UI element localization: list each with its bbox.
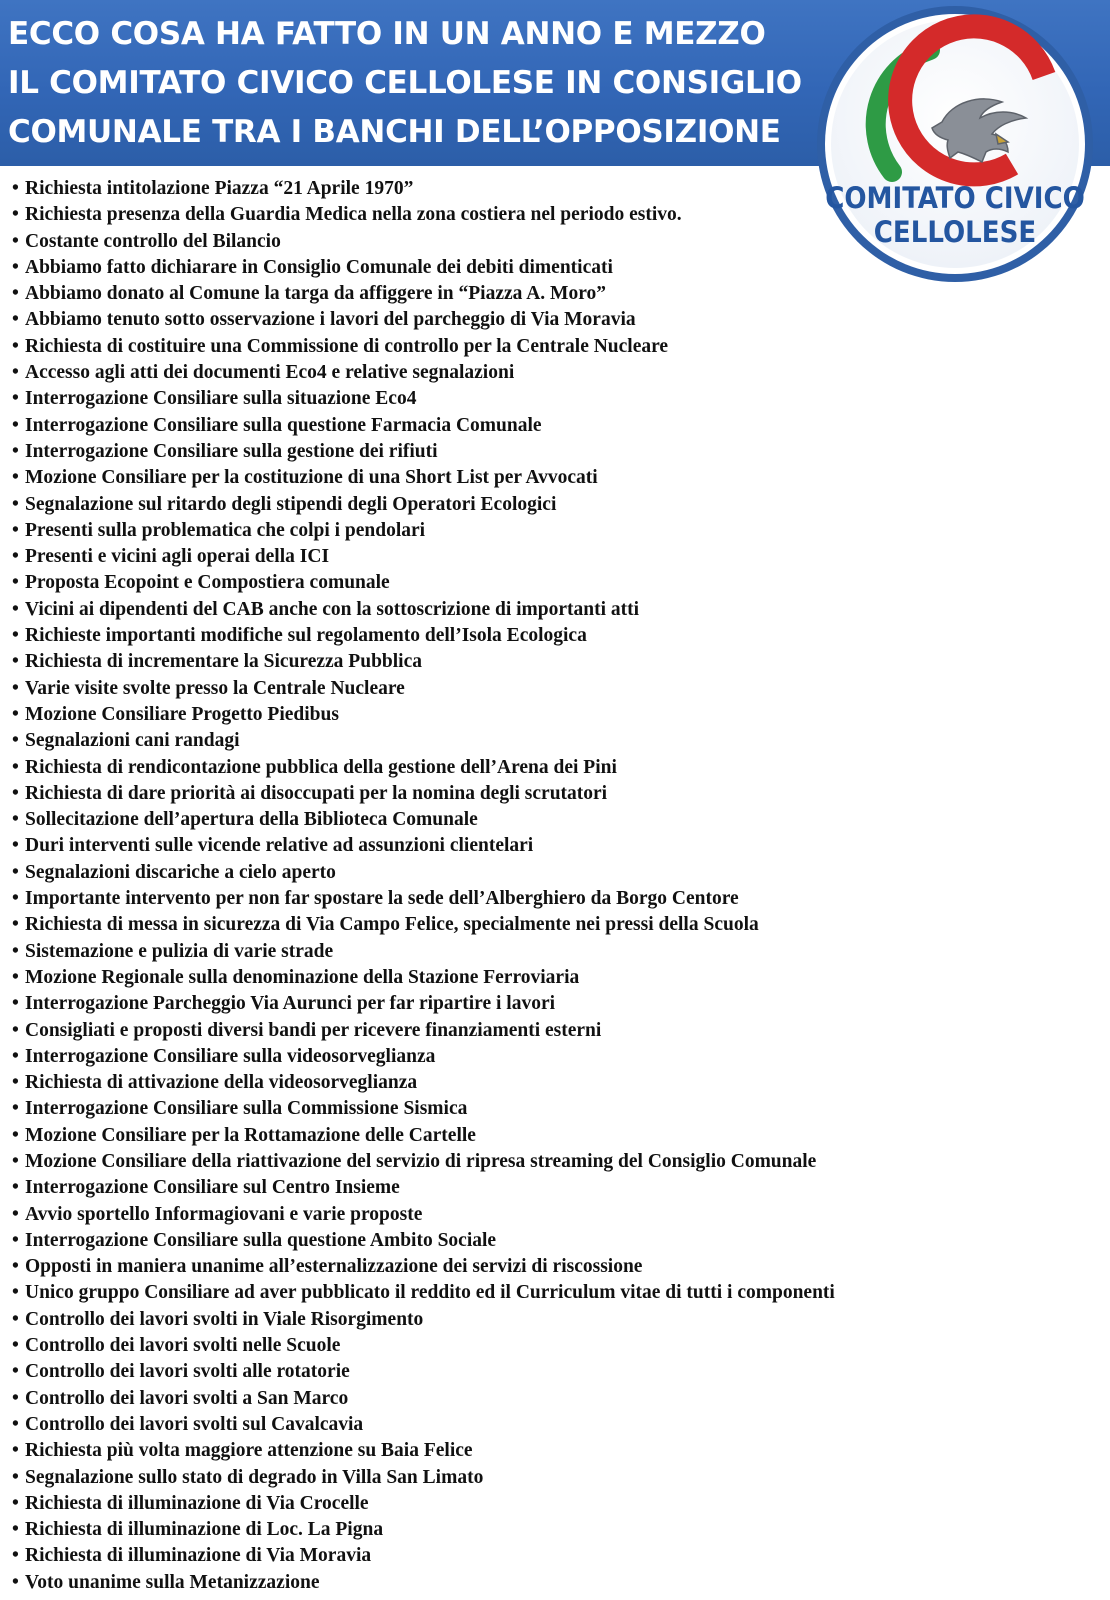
list-item-text: Interrogazione Consiliare sulla situazione Eco4 bbox=[25, 388, 417, 410]
list-item bbox=[12, 728, 835, 754]
list-item-text: Segnalazioni cani randagi bbox=[25, 730, 240, 752]
list-item bbox=[12, 570, 835, 596]
list-item-text: Segnalazione sullo stato di degrado in Villa San Limato bbox=[25, 1466, 484, 1488]
list-item bbox=[12, 1307, 835, 1333]
list-item-text: Richieste importanti modifiche sul regolamento dell’Isola Ecologica bbox=[25, 625, 587, 647]
list-item bbox=[12, 544, 835, 570]
list-item bbox=[12, 1359, 835, 1385]
list-item bbox=[12, 334, 835, 360]
bullet-icon: • bbox=[12, 335, 19, 357]
bullet-icon: • bbox=[12, 309, 19, 331]
bullet-icon: • bbox=[12, 1124, 19, 1146]
bullet-icon: • bbox=[12, 519, 19, 541]
list-item-text: Richiesta di incrementare la Sicurezza Pubblica bbox=[25, 651, 422, 673]
list-item bbox=[12, 1070, 835, 1096]
bullet-icon: • bbox=[12, 809, 19, 831]
logo-text-line-2: CELLOLESE bbox=[873, 215, 1037, 249]
list-item-text: Controllo dei lavori svolti a San Marco bbox=[25, 1387, 349, 1409]
bullet-icon: • bbox=[12, 1098, 19, 1120]
list-item-text: Richiesta di costituire una Commissione di controllo per la Centrale Nucleare bbox=[25, 335, 669, 357]
bullet-icon: • bbox=[12, 1545, 19, 1567]
list-item bbox=[12, 1149, 835, 1175]
list-item bbox=[12, 1465, 835, 1491]
list-item-text: Interrogazione Parcheggio Via Aurunci per far ripartire i lavori bbox=[25, 993, 556, 1015]
list-item-text: Richiesta più volta maggiore attenzione su Baia Felice bbox=[25, 1440, 473, 1462]
list-item bbox=[12, 202, 835, 228]
bullet-icon: • bbox=[12, 756, 19, 778]
list-item-text: Interrogazione Consiliare sulla questione Farmacia Comunale bbox=[25, 414, 542, 436]
list-item-text: Controllo dei lavori svolti in Viale Risorgimento bbox=[25, 1308, 424, 1330]
title-line-2: IL COMITATO CIVICO CELLOLESE IN CONSIGLIO bbox=[8, 65, 802, 101]
list-item bbox=[12, 492, 835, 518]
bullet-icon: • bbox=[12, 493, 19, 515]
bullet-icon: • bbox=[12, 1256, 19, 1278]
achievements-list bbox=[12, 176, 835, 1596]
bullet-icon: • bbox=[12, 1019, 19, 1041]
list-item-text: Presenti e vicini agli operai della ICI bbox=[25, 546, 330, 568]
list-item bbox=[12, 1018, 835, 1044]
bullet-icon: • bbox=[12, 1177, 19, 1199]
list-item-text: Consigliati e proposti diversi bandi per ricevere finanziamenti esterni bbox=[25, 1019, 602, 1041]
list-item-text: Richiesta di rendicontazione pubblica della gestione dell’Arena dei Pini bbox=[25, 756, 617, 778]
list-item-text: Sollecitazione dell’apertura della Biblioteca Comunale bbox=[25, 809, 478, 831]
list-item-text: Interrogazione Consiliare sulla videosorveglianza bbox=[25, 1045, 436, 1067]
list-item-text: Richiesta intitolazione Piazza “21 Aprile 1970” bbox=[25, 178, 414, 199]
list-item bbox=[12, 176, 835, 202]
bullet-icon: • bbox=[12, 256, 19, 278]
list-item-text: Richiesta di attivazione della videosorveglianza bbox=[25, 1072, 418, 1094]
list-item bbox=[12, 518, 835, 544]
list-item bbox=[12, 1254, 835, 1280]
list-item bbox=[12, 360, 835, 386]
logo-text-line-1: COMITATO CIVICO bbox=[825, 181, 1085, 215]
title-line-1: ECCO COSA HA FATTO IN UN ANNO E MEZZO bbox=[8, 16, 766, 52]
bullet-icon: • bbox=[12, 782, 19, 804]
bullet-icon: • bbox=[12, 178, 19, 199]
comitato-civico-logo bbox=[812, 2, 1100, 290]
list-item-text: Controllo dei lavori svolti alle rotatorie bbox=[25, 1361, 350, 1383]
list-item bbox=[12, 807, 835, 833]
list-item-text: Segnalazione sul ritardo degli stipendi degli Operatori Ecologici bbox=[25, 493, 557, 515]
list-item bbox=[12, 255, 835, 281]
bullet-icon: • bbox=[12, 1492, 19, 1514]
bullet-icon: • bbox=[12, 651, 19, 673]
list-item bbox=[12, 281, 835, 307]
list-item-text: Controllo dei lavori svolti sul Cavalcavia bbox=[25, 1413, 364, 1435]
list-item-text: Richiesta di illuminazione di Loc. La Pigna bbox=[25, 1519, 384, 1541]
list-item-text: Vicini ai dipendenti del CAB anche con la sottoscrizione di importanti atti bbox=[25, 598, 640, 620]
bullet-icon: • bbox=[12, 1150, 19, 1172]
list-item bbox=[12, 1517, 835, 1543]
list-item-text: Costante controllo del Bilancio bbox=[25, 230, 281, 252]
bullet-icon: • bbox=[12, 1387, 19, 1409]
list-item-text: Richiesta presenza della Guardia Medica nella zona costiera nel periodo estivo. bbox=[25, 204, 682, 226]
list-item-text: Sistemazione e pulizia di varie strade bbox=[25, 940, 334, 962]
bullet-icon: • bbox=[12, 1519, 19, 1541]
list-item bbox=[12, 833, 835, 859]
bullet-icon: • bbox=[12, 1440, 19, 1462]
list-item-text: Richiesta di dare priorità ai disoccupati per la nomina degli scrutatori bbox=[25, 782, 608, 804]
list-item bbox=[12, 413, 835, 439]
list-item-text: Abbiamo fatto dichiarare in Consiglio Comunale dei debiti dimenticati bbox=[25, 256, 613, 278]
list-item-text: Duri interventi sulle vicende relative ad assunzioni clientelari bbox=[25, 835, 534, 857]
list-item bbox=[12, 1228, 835, 1254]
bullet-icon: • bbox=[12, 1571, 19, 1593]
bullet-icon: • bbox=[12, 1335, 19, 1357]
list-item-text: Mozione Consiliare della riattivazione del servizio di ripresa streaming del Consiglio Comunale bbox=[25, 1150, 817, 1172]
bullet-icon: • bbox=[12, 204, 19, 226]
list-item bbox=[12, 939, 835, 965]
title-line-3: COMUNALE TRA I BANCHI DELL’OPPOSIZIONE bbox=[8, 114, 781, 150]
bullet-icon: • bbox=[12, 440, 19, 462]
list-item bbox=[12, 1543, 835, 1569]
bullet-icon: • bbox=[12, 888, 19, 910]
list-item bbox=[12, 1280, 835, 1306]
list-item-text: Interrogazione Consiliare sulla gestione dei rifiuti bbox=[25, 440, 438, 462]
list-item bbox=[12, 1175, 835, 1201]
bullet-icon: • bbox=[12, 625, 19, 647]
bullet-icon: • bbox=[12, 1466, 19, 1488]
list-item-text: Accesso agli atti dei documenti Eco4 e relative segnalazioni bbox=[25, 362, 515, 384]
bullet-icon: • bbox=[12, 677, 19, 699]
list-item bbox=[12, 1491, 835, 1517]
list-item bbox=[12, 439, 835, 465]
list-item bbox=[12, 1096, 835, 1122]
bullet-icon: • bbox=[12, 914, 19, 936]
list-item-text: Avvio sportello Informagiovani e varie proposte bbox=[25, 1203, 423, 1225]
bullet-icon: • bbox=[12, 598, 19, 620]
list-item bbox=[12, 1333, 835, 1359]
list-item-text: Presenti sulla problematica che colpi i pendolari bbox=[25, 519, 426, 541]
list-item-text: Interrogazione Consiliare sul Centro Insieme bbox=[25, 1177, 400, 1199]
bullet-icon: • bbox=[12, 1072, 19, 1094]
page-title bbox=[8, 10, 808, 157]
list-item bbox=[12, 912, 835, 938]
bullet-icon: • bbox=[12, 993, 19, 1015]
bullet-icon: • bbox=[12, 572, 19, 594]
list-item-text: Mozione Consiliare per la Rottamazione delle Cartelle bbox=[25, 1124, 476, 1146]
list-item bbox=[12, 676, 835, 702]
list-item bbox=[12, 702, 835, 728]
list-item-text: Unico gruppo Consiliare ad aver pubblicato il reddito ed il Curriculum vitae di tutti i componenti bbox=[25, 1282, 835, 1304]
list-item-text: Importante intervento per non far spostare la sede dell’Alberghiero da Borgo Centore bbox=[25, 888, 739, 910]
list-item-text: Interrogazione Consiliare sulla Commissione Sismica bbox=[25, 1098, 468, 1120]
bullet-icon: • bbox=[12, 1229, 19, 1251]
list-item bbox=[12, 886, 835, 912]
bullet-icon: • bbox=[12, 230, 19, 252]
bullet-icon: • bbox=[12, 1361, 19, 1383]
bullet-icon: • bbox=[12, 835, 19, 857]
list-item bbox=[12, 991, 835, 1017]
bullet-icon: • bbox=[12, 966, 19, 988]
list-item bbox=[12, 649, 835, 675]
list-item-text: Mozione Regionale sulla denominazione della Stazione Ferroviaria bbox=[25, 966, 580, 988]
list-item bbox=[12, 465, 835, 491]
bullet-icon: • bbox=[12, 703, 19, 725]
bullet-icon: • bbox=[12, 1308, 19, 1330]
bullet-icon: • bbox=[12, 1203, 19, 1225]
list-item bbox=[12, 1570, 835, 1596]
list-item bbox=[12, 1412, 835, 1438]
bullet-icon: • bbox=[12, 730, 19, 752]
list-item-text: Segnalazioni discariche a cielo aperto bbox=[25, 861, 336, 883]
list-item-text: Abbiamo tenuto sotto osservazione i lavori del parcheggio di Via Moravia bbox=[25, 309, 636, 331]
list-item bbox=[12, 965, 835, 991]
list-item-text: Mozione Consiliare Progetto Piedibus bbox=[25, 703, 339, 725]
list-item bbox=[12, 781, 835, 807]
list-item-text: Opposti in maniera unanime all’esternalizzazione dei servizi di riscossione bbox=[25, 1256, 643, 1278]
list-item-text: Richiesta di messa in sicurezza di Via Campo Felice, specialmente nei pressi della Scuola bbox=[25, 914, 759, 936]
list-item-text: Mozione Consiliare per la costituzione di una Short List per Avvocati bbox=[25, 467, 598, 489]
list-item-text: Varie visite svolte presso la Centrale Nucleare bbox=[25, 677, 405, 699]
list-item bbox=[12, 860, 835, 886]
list-item bbox=[12, 1438, 835, 1464]
bullet-icon: • bbox=[12, 1045, 19, 1067]
list-item bbox=[12, 307, 835, 333]
bullet-icon: • bbox=[12, 861, 19, 883]
list-item-text: Voto unanime sulla Metanizzazione bbox=[25, 1571, 320, 1593]
bullet-icon: • bbox=[12, 546, 19, 568]
list-item-text: Richiesta di illuminazione di Via Crocelle bbox=[25, 1492, 369, 1514]
list-item bbox=[12, 1123, 835, 1149]
list-item bbox=[12, 1202, 835, 1228]
list-item bbox=[12, 386, 835, 412]
bullet-icon: • bbox=[12, 1413, 19, 1435]
bullet-icon: • bbox=[12, 414, 19, 436]
list-item bbox=[12, 597, 835, 623]
list-item-text: Proposta Ecopoint e Compostiera comunale bbox=[25, 572, 390, 594]
bullet-icon: • bbox=[12, 388, 19, 410]
list-item-text: Abbiamo donato al Comune la targa da affiggere in “Piazza A. Moro” bbox=[25, 283, 607, 305]
list-item-text: Richiesta di illuminazione di Via Moravia bbox=[25, 1545, 372, 1567]
list-item bbox=[12, 1386, 835, 1412]
list-item bbox=[12, 755, 835, 781]
bullet-icon: • bbox=[12, 940, 19, 962]
list-item bbox=[12, 1044, 835, 1070]
list-item-text: Controllo dei lavori svolti nelle Scuole bbox=[25, 1335, 341, 1357]
list-item-text: Interrogazione Consiliare sulla questione Ambito Sociale bbox=[25, 1229, 497, 1251]
bullet-icon: • bbox=[12, 467, 19, 489]
bullet-icon: • bbox=[12, 362, 19, 384]
bullet-icon: • bbox=[12, 1282, 19, 1304]
bullet-icon: • bbox=[12, 283, 19, 305]
list-item bbox=[12, 229, 835, 255]
list-item bbox=[12, 623, 835, 649]
